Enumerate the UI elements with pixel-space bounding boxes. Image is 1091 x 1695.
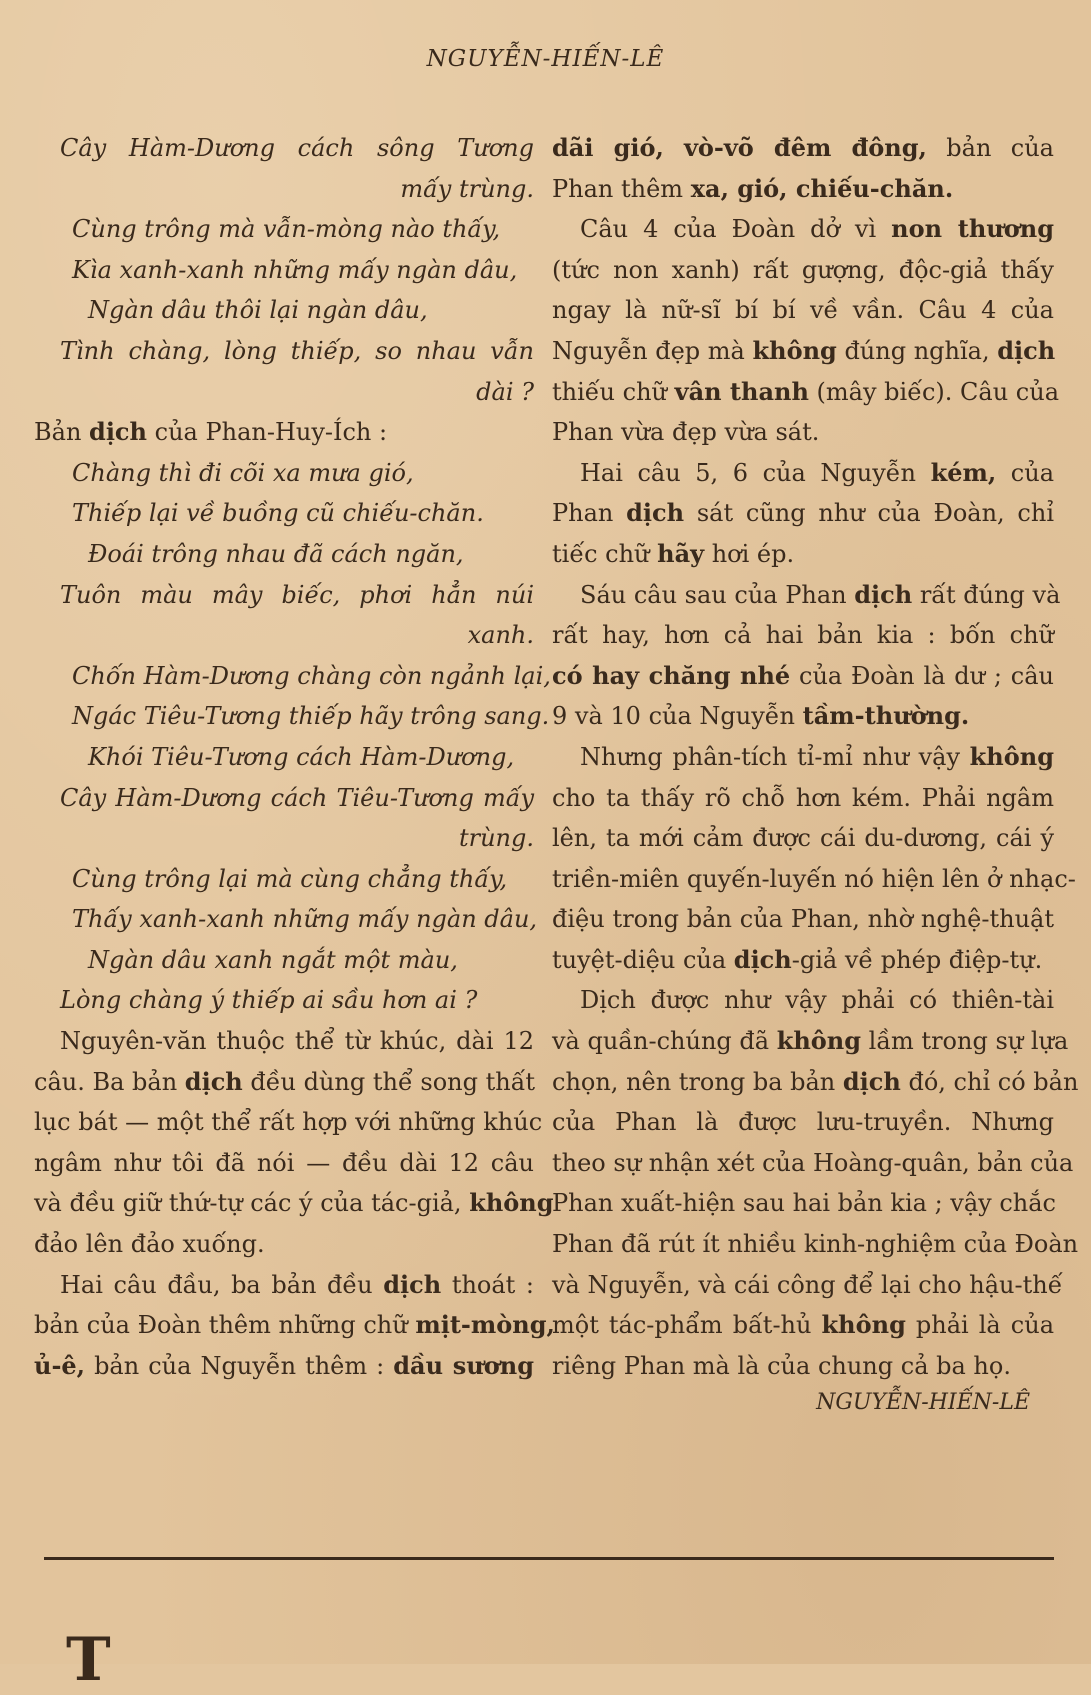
text-line: xanh.	[467, 621, 534, 650]
text-line: rất hay, hơn cả hai bản kia : bốn chữ	[552, 621, 1054, 650]
text-line: và Nguyễn, và cái công để lại cho hậu-thế	[552, 1270, 1063, 1299]
right-column	[552, 128, 1079, 1416]
text-line: riêng Phan mà là của chung cả ba họ.	[552, 1351, 1011, 1380]
text-line: dãi gió, vò-võ đêm đông, bản của	[552, 133, 1054, 162]
text-line: tiếc chữ hãy hơi ép.	[552, 538, 795, 568]
text-line: ngay là nữ-sĩ bí bí về vần. Câu 4 của	[552, 296, 1054, 325]
right-column-text	[552, 128, 1079, 1386]
text-line: Đoái trông nhau đã cách ngăn,	[88, 539, 464, 568]
text-line: Thấy xanh-xanh những mấy ngàn dâu,	[72, 905, 538, 934]
section-divider	[44, 1557, 1054, 1560]
text-line: Ngàn dâu xanh ngắt một màu,	[88, 945, 458, 974]
text-line: bản của Đoàn thêm những chữ mịt-mòng,	[34, 1310, 555, 1340]
text-line: Nguyễn đẹp mà không đúng nghĩa, dịch	[552, 335, 1056, 365]
text-line: trùng.	[458, 824, 534, 853]
text-line: câu. Ba bản dịch đều dùng thể song thất	[34, 1066, 536, 1096]
text-line: có hay chăng nhé của Đoàn là dư ; câu	[552, 660, 1054, 690]
text-line: tuyệt-diệu của dịch-giả về phép điệp-tự.	[552, 944, 1043, 974]
text-line: Lòng chàng ý thiếp ai sầu hơn ai ?	[60, 986, 478, 1015]
text-line: điệu trong bản của Phan, nhờ nghệ-thuật	[552, 905, 1054, 934]
text-line: Ngác Tiêu-Tương thiếp hãy trông sang.	[72, 702, 550, 731]
text-line: Nguyên-văn thuộc thể từ khúc, dài 12	[60, 1027, 534, 1056]
text-line: Phan đã rút ít nhiều kinh-nghiệm của Đoàn	[552, 1230, 1079, 1259]
next-section-fragment: T	[66, 1625, 111, 1695]
left-column	[34, 128, 555, 1386]
text-line: mấy trùng.	[400, 174, 534, 203]
text-line: dài ?	[476, 377, 534, 406]
text-line: và đều giữ thứ-tự các ý của tác-giả, không	[34, 1188, 554, 1218]
text-line: 9 và 10 của Nguyễn tầm-thường.	[552, 701, 970, 731]
text-line: Phan xuất-hiện sau hai bản kia ; vậy chắc	[552, 1189, 1056, 1218]
text-line: Chàng thì đi cõi xa mưa gió,	[72, 458, 414, 487]
text-line: Tuôn màu mây biếc, phơi hẳn núi	[60, 580, 534, 609]
text-line: lục bát — một thể rất hợp với những khúc	[34, 1108, 543, 1137]
text-line: Kìa xanh-xanh những mấy ngàn dâu,	[72, 255, 518, 284]
text-line: Phan dịch sát cũng như của Đoàn, chỉ	[552, 498, 1055, 528]
text-line: lên, ta mới cảm được cái du-dương, cái ý	[552, 824, 1054, 853]
text-line: Ngàn dâu thôi lại ngàn dâu,	[88, 296, 428, 325]
text-line: Sáu câu sau của Phan dịch rất đúng và	[580, 579, 1061, 609]
text-line: một tác-phẩm bất-hủ không phải là của	[552, 1310, 1055, 1340]
text-line: Phan vừa đẹp vừa sát.	[552, 418, 820, 447]
text-line: đảo lên đảo xuống.	[34, 1230, 265, 1259]
text-line: Thiếp lại về buồng cũ chiếu-chăn.	[72, 499, 484, 528]
text-line: Hai câu 5, 6 của Nguyễn kém, của	[580, 457, 1055, 487]
text-line: Cùng trông lại mà cùng chẳng thấy,	[72, 864, 508, 893]
text-line: Câu 4 của Đoàn dở vì non thương	[580, 214, 1054, 244]
text-line: Phan thêm xa, gió, chiếu-chăn.	[552, 173, 954, 203]
text-line: Dịch được như vậy phải có thiên-tài	[580, 986, 1054, 1015]
running-title: NGUYỄN-HIẾN-LÊ	[426, 46, 665, 72]
text-line: và quần-chúng đã không lầm trong sự lựa	[552, 1026, 1069, 1056]
text-line: ngâm như tôi đã nói — đều dài 12 câu	[34, 1148, 534, 1177]
text-line: cho ta thấy rõ chỗ hơn kém. Phải ngâm	[552, 783, 1054, 812]
text-line: ủ-ê, bản của Nguyễn thêm : dầu sương	[34, 1350, 534, 1380]
text-line: Tình chàng, lòng thiếp, so nhau vẫn	[60, 336, 534, 365]
text-line: Bản dịch của Phan-Huy-Ích :	[34, 417, 388, 447]
text-line: Hai câu đầu, ba bản đều dịch thoát :	[60, 1269, 534, 1299]
text-line: chọn, nên trong ba bản dịch đó, chỉ có bản	[552, 1066, 1079, 1096]
text-line: Cây Hàm-Dương cách sông Tương	[60, 134, 534, 162]
text-line: thiếu chữ vân thanh (mây biếc). Câu của	[552, 376, 1059, 406]
text-line: Khói Tiêu-Tương cách Hàm-Dương,	[88, 742, 515, 771]
text-line: của Phan là được lưu-truyền. Nhưng	[552, 1108, 1054, 1137]
text-line: Cây Hàm-Dương cách Tiêu-Tương mấy	[60, 783, 534, 812]
text-line: Chốn Hàm-Dương chàng còn ngảnh lại,	[72, 661, 551, 690]
text-line: theo sự nhận xét của Hoàng-quân, bản của	[552, 1148, 1074, 1177]
author-signature: NGUYỄN-HIẾN-LÊ	[816, 1390, 1030, 1416]
text-line: (tức non xanh) rất gượng, độc-giả thấy	[552, 255, 1054, 284]
text-line: Cùng trông mà vẫn-mòng nào thấy,	[72, 215, 501, 244]
text-line: Nhưng phân-tích tỉ-mỉ như vậy không	[580, 741, 1054, 771]
text-line: triền-miên quyến-luyến nó hiện lên ở nhạc-	[552, 864, 1076, 893]
